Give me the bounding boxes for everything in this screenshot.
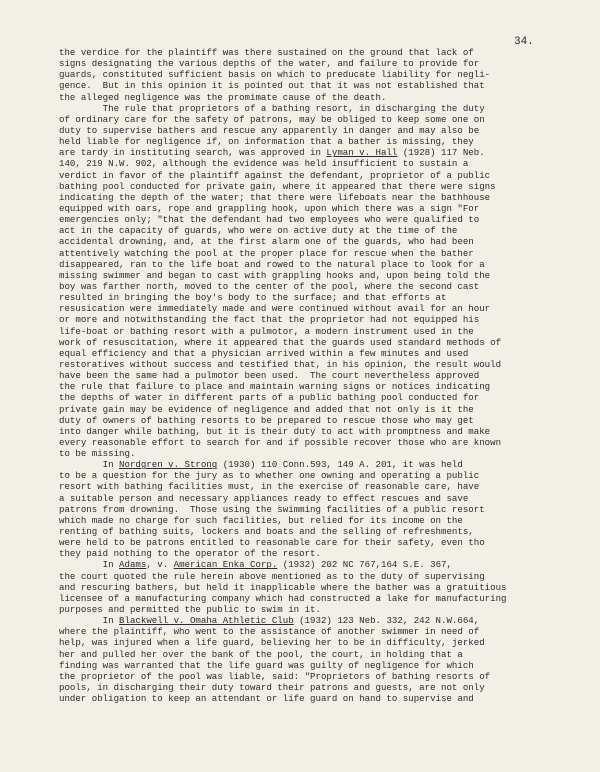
text-segment: into danger while bathing, but it is their duty to act with promptness and make bbox=[59, 425, 491, 437]
text-segment: equipped with oars, rope and grappling hook, upon which there was a sign "For bbox=[59, 202, 480, 214]
text-line bbox=[59, 359, 559, 370]
text-segment: licensee of a manufacturing company which had constructed a lake for manufacturing bbox=[59, 592, 507, 604]
text-segment: In bbox=[59, 459, 120, 471]
text-line bbox=[59, 504, 559, 515]
text-segment: every reasonable effort to search for and if possible recover those who are known bbox=[59, 436, 502, 448]
text-segment: work of resuscitation, where it appeared that the guards used standard methods of bbox=[59, 336, 502, 348]
text-line bbox=[59, 693, 559, 704]
text-segment: purposes and permitted the public to swim in it. bbox=[59, 604, 321, 616]
text-segment: disappeared, ran to the life boat and rowed to the natural place to look for a bbox=[59, 258, 485, 270]
text-segment: equal efficiency and that a physician arrived within a few minutes and used bbox=[59, 347, 469, 359]
text-line bbox=[59, 270, 559, 281]
text-line bbox=[59, 537, 559, 548]
text-line bbox=[59, 381, 559, 392]
text-segment: boy was farther north, moved to the center of the pool, where the second cast bbox=[59, 280, 480, 292]
text-line bbox=[59, 170, 559, 181]
text-line bbox=[59, 426, 559, 437]
text-line bbox=[59, 615, 559, 626]
text-line bbox=[59, 314, 559, 325]
text-segment: bathing pool conducted for private gain, where it appeared that there were signs bbox=[59, 180, 496, 192]
page-number: 34. bbox=[514, 36, 534, 48]
text-line bbox=[59, 236, 559, 247]
text-line bbox=[59, 47, 559, 58]
text-line bbox=[59, 660, 559, 671]
text-line bbox=[59, 448, 559, 459]
text-segment: resort with bathing facilities must, in the exercise of reasonable care, have bbox=[59, 481, 480, 493]
text-segment: verdict in favor of the plaintiff against the defendant, proprietor of a public bbox=[59, 169, 491, 181]
text-line bbox=[59, 526, 559, 537]
text-line bbox=[59, 481, 559, 492]
text-segment: (1928) 117 Neb. bbox=[397, 147, 485, 159]
text-segment: , v. bbox=[146, 559, 174, 571]
text-line bbox=[59, 326, 559, 337]
text-segment: to be missing. bbox=[59, 448, 136, 460]
text-line bbox=[59, 292, 559, 303]
text-line bbox=[59, 548, 559, 559]
text-line bbox=[59, 649, 559, 660]
text-segment: life-boat or bathing resort with a pulmotor, a modern instrument used in the bbox=[59, 325, 474, 337]
text-segment: to be a question for the jury as to whether one owning and operating a public bbox=[59, 470, 480, 482]
text-line bbox=[59, 303, 559, 314]
text-line bbox=[59, 493, 559, 504]
text-line bbox=[59, 58, 559, 69]
text-segment: where the plaintiff, who went to the assistance of another swimmer in need of bbox=[59, 626, 480, 638]
text-segment: act in the capacity of guards, who were on active duty at the time of the bbox=[59, 225, 458, 237]
text-segment: patrons from drowning. Those using the swimming facilities of a public resort bbox=[59, 503, 485, 515]
text-line bbox=[59, 337, 559, 348]
text-segment: missing swimmer and began to cast with grappling hooks and, upon being told the bbox=[59, 269, 491, 281]
text-line bbox=[59, 192, 559, 203]
text-segment: the proprietor of the pool was liable, said: "Proprietors of bathing resorts of bbox=[59, 670, 491, 682]
text-segment: the court quoted the rule herein above mentioned as to the duty of supervising bbox=[59, 570, 485, 582]
text-segment: duty to supervise bathers and rescue any apparently in danger and may also be bbox=[59, 124, 480, 136]
text-segment: (1932) 202 NC 767,164 S.E. 367, bbox=[277, 559, 452, 571]
text-segment: resusication were immediately made and were continued without avail for an hour bbox=[59, 303, 491, 315]
text-segment: the verdice for the plaintiff was there sustained on the ground that lack of bbox=[59, 47, 474, 58]
text-segment: are tardy in instituting search, was approved in bbox=[59, 147, 327, 159]
text-line bbox=[59, 559, 559, 570]
body-text bbox=[59, 47, 559, 704]
text-segment: accidental drowning, and, at the first alarm one of the guards, who had been bbox=[59, 236, 474, 248]
text-segment: private gain may be evidence of negligence and added that not only is it the bbox=[59, 403, 474, 415]
text-line bbox=[59, 136, 559, 147]
text-line bbox=[59, 147, 559, 158]
text-line bbox=[59, 459, 559, 470]
text-segment: finding was warranted that the life guard was guilty of negligence for which bbox=[59, 659, 474, 671]
case-citation: American Enka Corp. bbox=[173, 559, 278, 571]
text-line bbox=[59, 92, 559, 103]
text-line bbox=[59, 203, 559, 214]
text-segment: help, was injured when a life guard, believing her to be in difficulty, jerked bbox=[59, 637, 485, 649]
text-line bbox=[59, 671, 559, 682]
text-line bbox=[59, 571, 559, 582]
text-line bbox=[59, 392, 559, 403]
text-line bbox=[59, 69, 559, 80]
text-segment: of ordinary care for the safety of patrons, may be obliged to keep some one on bbox=[59, 113, 485, 125]
text-segment: which made no charge for such facilities, but relied for its income on the bbox=[59, 514, 463, 526]
text-segment: In bbox=[59, 559, 120, 571]
text-segment: her and pulled her over the bank of the pool, the court, in holding that a bbox=[59, 648, 463, 660]
text-line bbox=[59, 470, 559, 481]
text-line bbox=[59, 637, 559, 648]
case-citation: Lyman v. Hall bbox=[326, 147, 398, 159]
text-line bbox=[59, 404, 559, 415]
text-segment: the rule that failure to place and maintain warning signs or notices indicating bbox=[59, 381, 491, 393]
text-segment: they paid nothing to the operator of the resort. bbox=[59, 548, 321, 560]
text-segment: (1932) 123 Neb. 332, 242 N.W.664, bbox=[293, 615, 480, 627]
text-segment: gence. But in this opinion it is pointed out that it was not established that bbox=[59, 80, 485, 92]
text-segment: emergencies only; "that the defendant had two employees who were qualified to bbox=[59, 214, 480, 226]
text-line bbox=[59, 626, 559, 637]
text-segment: renting of bathing suits, lockers and boats and the selling of refreshments, bbox=[59, 526, 474, 538]
text-segment: 140, 219 N.W. 902, although the evidence was held insufficient to sustain a bbox=[59, 158, 469, 170]
text-line bbox=[59, 214, 559, 225]
case-citation: Nordgren v. Strong bbox=[119, 459, 218, 471]
text-segment: or more and notwithstanding the fact that the proprietor had not equipped his bbox=[59, 314, 480, 326]
text-segment: have been the same had a pulmotor been used. The court nevertheless approved bbox=[59, 370, 480, 382]
text-segment: guards, constituted sufficient basis on which to preducate liability for negli- bbox=[59, 69, 491, 81]
text-line bbox=[59, 682, 559, 693]
text-line bbox=[59, 248, 559, 259]
text-line bbox=[59, 103, 559, 114]
text-segment: pools, in discharging their duty toward their patrons and guests, are not only bbox=[59, 682, 485, 694]
text-segment: were held to be patrons entitled to reasonable care for their safety, even tho bbox=[59, 537, 485, 549]
text-line bbox=[59, 437, 559, 448]
text-segment: a suitable person and necessary appliances ready to effect rescues and save bbox=[59, 492, 469, 504]
text-segment: held liable for negligence if, on information that a bather is missing, they bbox=[59, 136, 474, 148]
text-segment: and rescuring bathers, but held it inapplicable where the bather was a gratuitious bbox=[59, 581, 507, 593]
text-segment: under obligation to keep an attendant or life guard on hand to supervise and bbox=[59, 693, 474, 705]
text-line bbox=[59, 114, 559, 125]
text-line bbox=[59, 604, 559, 615]
text-line bbox=[59, 515, 559, 526]
text-line bbox=[59, 415, 559, 426]
text-line bbox=[59, 582, 559, 593]
text-line bbox=[59, 80, 559, 91]
text-segment: the alleged negligence was the promimate cause of the death. bbox=[59, 91, 387, 103]
text-line bbox=[59, 181, 559, 192]
text-segment: The rule that proprietors of a bathing resort, in discharging the duty bbox=[59, 102, 485, 114]
text-segment: signs designating the various depths of the water, and failure to provide for bbox=[59, 58, 480, 70]
text-line bbox=[59, 158, 559, 169]
text-line bbox=[59, 281, 559, 292]
text-segment: attentively watching the pool at the proper place for rescue when the bather bbox=[59, 247, 474, 259]
text-line bbox=[59, 348, 559, 359]
case-citation: Blackwell v. Omaha Athletic Club bbox=[119, 615, 294, 627]
text-segment: restoratives without success and testified that, in his opinion, the result would bbox=[59, 358, 502, 370]
text-segment: In bbox=[59, 615, 120, 627]
text-line bbox=[59, 225, 559, 236]
case-citation: Adams bbox=[119, 559, 147, 571]
text-line bbox=[59, 125, 559, 136]
text-segment: (1930) 110 Conn.593, 149 A. 201, it was held bbox=[217, 459, 463, 471]
text-line bbox=[59, 259, 559, 270]
text-line bbox=[59, 593, 559, 604]
text-segment: resulted in bringing the boy's body to the surface; and that efforts at bbox=[59, 292, 447, 304]
text-line bbox=[59, 370, 559, 381]
text-segment: the depths of water in different parts of a public bathing pool conducted for bbox=[59, 392, 480, 404]
text-segment: duty of owners of bathing resorts to be prepared to rescue those who may get bbox=[59, 414, 474, 426]
text-segment: indicating the depth of the water; that there were lifeboats near the bathhouse bbox=[59, 191, 491, 203]
